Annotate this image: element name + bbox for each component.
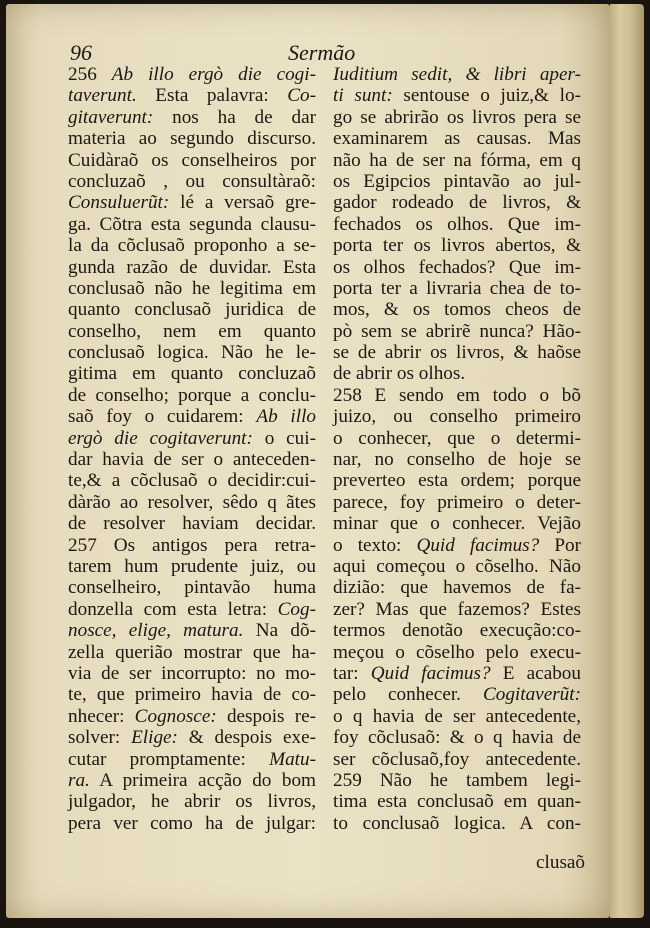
text-segment: julgador, he abrir os livros, <box>68 791 316 813</box>
text-segment: gitima em quanto concluzaõ <box>68 363 316 385</box>
text-segment: pò sem se abrirẽ nunca? Hão- <box>333 320 581 342</box>
book-page <box>6 4 610 918</box>
text-segment: fechados os olhos. Que im- <box>333 213 581 235</box>
text-line <box>333 363 581 384</box>
text-line <box>68 449 316 470</box>
text-line <box>68 342 316 363</box>
italic-text: taverunt. <box>68 85 137 107</box>
text-line <box>68 363 316 384</box>
italic-text: Matu- <box>269 748 316 770</box>
text-line <box>68 107 316 128</box>
italic-text: ti sunt: <box>333 85 393 107</box>
text-segment: conselho, nem em quanto <box>68 320 316 342</box>
text-line <box>333 214 581 235</box>
text-segment: aqui começou o cõselho. Não <box>333 555 581 577</box>
text-segment: o cui- <box>252 427 316 449</box>
text-segment: Esta palavra: <box>136 85 288 107</box>
text-segment: solver: <box>68 727 132 749</box>
italic-text: ra. <box>68 769 90 791</box>
text-line <box>333 599 581 620</box>
text-line <box>68 663 316 684</box>
italic-text: Cogitaverũt: <box>482 684 581 706</box>
text-line <box>68 171 316 192</box>
text-line <box>68 64 316 85</box>
text-segment: se de abrir os livros, & haõse <box>333 342 581 364</box>
right-text-column <box>333 64 581 834</box>
text-line <box>68 406 316 427</box>
text-segment: concluzaõ , ou consultàraõ: <box>68 170 316 192</box>
text-line <box>333 449 581 470</box>
text-segment: de resolver haviam decidar. <box>68 513 316 535</box>
text-segment: 257 Os antigos pera retra- <box>68 534 316 556</box>
text-line <box>333 107 581 128</box>
text-segment: o conhecer, que o determi- <box>333 427 581 449</box>
text-segment: to conclusaõ logica. A con- <box>333 812 581 834</box>
text-segment: dizião: que havemos de fa- <box>333 577 581 599</box>
text-segment: dàrão ao resolver, sêdo q ãtes <box>68 491 316 513</box>
text-segment: preverteo esta ordem; porque <box>333 470 581 492</box>
text-line <box>333 278 581 299</box>
text-segment: lé a versaõ gre- <box>169 192 316 214</box>
text-segment: o texto: <box>333 534 417 556</box>
italic-text: nosce, elige, matura. <box>68 620 244 642</box>
text-line <box>68 727 316 748</box>
text-line <box>333 428 581 449</box>
text-segment: conselheiro, pintavão huma <box>68 577 316 599</box>
text-line <box>333 406 581 427</box>
text-line <box>333 813 581 834</box>
text-line <box>333 556 581 577</box>
text-line <box>68 85 316 106</box>
text-line <box>333 620 581 641</box>
text-line <box>68 150 316 171</box>
text-line <box>68 556 316 577</box>
text-line <box>68 770 316 791</box>
text-segment: meçou o cõselho pelo execu- <box>333 641 581 663</box>
text-line <box>68 428 316 449</box>
italic-text: Quid facimus? <box>370 662 491 684</box>
italic-text: Ab illo <box>256 406 317 428</box>
text-segment: minar que o conhecer. Vejão <box>333 513 581 535</box>
text-line <box>68 214 316 235</box>
text-segment: Cuidàraõ os conselheiros por <box>68 149 316 171</box>
text-segment: porta ter a livraria chea de to- <box>333 277 581 299</box>
left-text-column <box>68 64 316 834</box>
text-line <box>68 813 316 834</box>
text-line <box>333 342 581 363</box>
text-segment: 256 <box>68 64 112 85</box>
text-segment: pera ver como ha de julgar: <box>68 812 316 834</box>
text-segment: Por <box>539 534 581 556</box>
italic-text: Co- <box>287 85 316 107</box>
text-line <box>333 749 581 770</box>
text-line <box>68 513 316 534</box>
text-line <box>68 749 316 770</box>
text-segment: quanto conclusaõ juridica de <box>68 299 316 321</box>
text-segment: 258 E sendo em todo o bõ <box>333 384 581 406</box>
text-line <box>333 64 581 85</box>
text-segment: examinarem as causas. Mas <box>333 128 581 150</box>
text-line <box>333 470 581 491</box>
text-line <box>333 128 581 149</box>
text-line <box>333 684 581 705</box>
text-line <box>68 278 316 299</box>
text-line <box>68 492 316 513</box>
text-line <box>68 620 316 641</box>
text-line <box>333 706 581 727</box>
italic-text: Cognosce: <box>134 705 217 727</box>
italic-text: Iuditium sedit, & libri aper- <box>333 64 581 85</box>
text-line <box>68 535 316 556</box>
text-segment: ser cõclusaõ,foy antecedente. <box>333 748 581 770</box>
text-segment: nar, no conselho de hoje se <box>333 449 581 471</box>
text-line <box>333 642 581 663</box>
text-line <box>68 128 316 149</box>
text-segment: zer? Mas que fazemos? Estes <box>333 598 581 620</box>
text-line <box>333 150 581 171</box>
text-line <box>68 470 316 491</box>
text-segment: nhecer: <box>68 705 135 727</box>
italic-text: Consuluerũt: <box>68 192 170 214</box>
text-line <box>333 257 581 278</box>
text-segment: pelo conhecer. <box>333 684 483 706</box>
text-segment: foy cõclusaõ: & o q havia de <box>333 727 581 749</box>
text-segment: conclusaõ logica. Não he le- <box>68 342 316 364</box>
text-segment: conclusaõ não he legitima em <box>68 277 316 299</box>
text-segment: porta ter os livros abertos, & <box>333 235 581 257</box>
text-segment: tarem hum prudente juiz, ou <box>68 555 316 577</box>
text-line <box>68 192 316 213</box>
text-line <box>333 663 581 684</box>
text-line <box>333 235 581 256</box>
text-line <box>68 235 316 256</box>
text-segment: de conselho; porque a conclu- <box>68 384 316 406</box>
text-segment: os Egipcios pintavão ao jul- <box>333 170 581 192</box>
text-line <box>333 299 581 320</box>
text-line <box>68 257 316 278</box>
text-line <box>68 599 316 620</box>
text-line <box>68 385 316 406</box>
text-line <box>68 642 316 663</box>
text-line <box>333 385 581 406</box>
text-segment: gunda razão de duvidar. Esta <box>68 256 316 278</box>
text-segment: te, que primeiro havia de co- <box>68 684 316 706</box>
running-head: Sermão <box>288 40 356 65</box>
text-line <box>68 299 316 320</box>
text-line <box>333 727 581 748</box>
text-segment: nos ha de dar <box>153 106 316 128</box>
text-line <box>333 85 581 106</box>
page-number: 96 <box>70 40 92 65</box>
text-segment: A primeira acção do bom <box>89 769 316 791</box>
text-line <box>68 321 316 342</box>
text-segment: donzella com esta letra: <box>68 598 278 620</box>
text-segment: o q havia de ser antecedente, <box>333 705 581 727</box>
text-line <box>68 791 316 812</box>
text-segment: go se abrirão os livros pera se <box>333 106 581 128</box>
text-line <box>333 492 581 513</box>
text-segment: 259 Não he tambem legi- <box>333 769 581 791</box>
text-segment: Na dõ- <box>243 620 316 642</box>
text-segment: tima esta conclusaõ em quan- <box>333 791 581 813</box>
text-segment: despois re- <box>216 705 316 727</box>
page-edge <box>610 4 644 918</box>
text-segment: parece, foy primeiro o deter- <box>333 491 581 513</box>
text-line <box>333 535 581 556</box>
italic-text: Quid facimus? <box>416 534 540 556</box>
text-line <box>68 684 316 705</box>
text-line <box>333 791 581 812</box>
text-segment: te,& a cõclusaõ o decidir:cui- <box>68 470 316 492</box>
text-segment: dar havia de ser o anteceden- <box>68 449 316 471</box>
text-segment: zella querião mostrar que ha- <box>68 641 316 663</box>
italic-text: Ab illo ergò die cogi- <box>111 64 316 85</box>
italic-text: gitaverunt: <box>68 106 154 128</box>
text-segment: materia ao segundo discurso. <box>68 128 316 150</box>
text-segment: cutar promptamente: <box>68 748 270 770</box>
italic-text: Elige: <box>131 727 178 749</box>
text-segment: termos denotão execução:co- <box>333 620 581 642</box>
text-segment: mos, & os tomos cheos de <box>333 299 581 321</box>
italic-text: ergò die cogitaverunt: <box>68 427 253 449</box>
text-segment: sentouse o juiz,& lo- <box>392 85 581 107</box>
catchword: clusaõ <box>536 852 586 873</box>
text-segment: os olhos fechados? Que im- <box>333 256 581 278</box>
text-segment: saõ foy o cuidarem: <box>68 406 257 428</box>
text-segment: gador rodeado de livros, & <box>333 192 581 214</box>
text-line <box>333 770 581 791</box>
page-header <box>6 36 610 64</box>
text-segment: & despois exe- <box>177 727 316 749</box>
text-segment: juizo, ou conselho primeiro <box>333 406 581 428</box>
text-line <box>68 706 316 727</box>
text-segment: tar: <box>333 662 371 684</box>
text-segment: de abrir os olhos. <box>333 363 466 385</box>
text-line <box>333 171 581 192</box>
text-line <box>333 321 581 342</box>
italic-text: Cog- <box>277 598 316 620</box>
text-segment: E acabou <box>490 662 581 684</box>
text-segment: la da cõclusaõ proponho a se- <box>68 235 316 257</box>
text-segment: não ha de ser na fórma, em q <box>333 149 581 171</box>
text-line <box>333 192 581 213</box>
text-line <box>333 577 581 598</box>
text-line <box>68 577 316 598</box>
text-line <box>333 513 581 534</box>
text-segment: via de ser incorrupto: no mo- <box>68 662 316 684</box>
text-segment: ga. Cõtra esta segunda clausu- <box>68 213 316 235</box>
